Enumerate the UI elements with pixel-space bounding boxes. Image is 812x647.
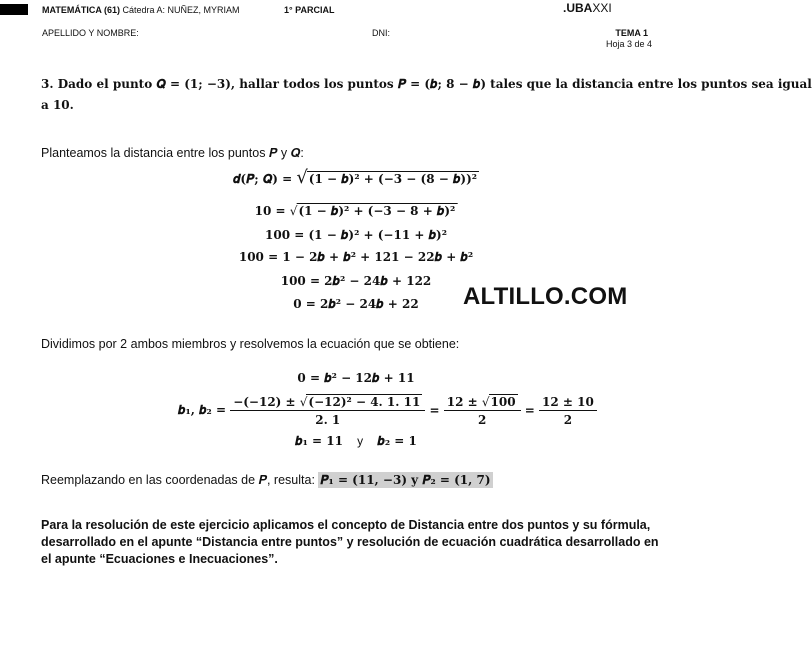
course-name: MATEMÁTICA (61)	[42, 5, 120, 15]
step1-intro: Planteamos la distancia entre los puntos 𝑷 y 𝑸:	[41, 146, 304, 160]
equation-6: 𝟎 = 𝟐𝒃² − 𝟐𝟒𝒃 + 𝟐𝟐	[293, 297, 419, 311]
fraction-3: $\frac{𝟏𝟐 \pm 𝟏𝟎}{𝟐}$	[539, 395, 597, 427]
step2-intro: Dividimos por 2 ambos miembros y resolvemos la ecuación que se obtiene:	[41, 337, 460, 351]
problem-statement-line2: a 𝟏𝟎.	[41, 98, 74, 112]
header-black-bar	[0, 4, 28, 15]
result-highlight: 𝑷₁ = (𝟏𝟏, −𝟑) y 𝑷₂ = (𝟏, 𝟕)	[320, 473, 491, 487]
exam-title: 1° PARCIAL	[284, 5, 335, 15]
tema-label: TEMA 1	[615, 28, 648, 38]
conclusion-paragraph: Para la resolución de este ejercicio aplicamos el concepto de Distancia entre dos puntos y su fórmula, desarrollado en el apunte “Distancia entre puntos” y resolución de ecuación cuadrática desarrollado en el apunte “Ecuaciones e Inecuaciones”.	[41, 518, 659, 566]
equation-5: 𝟏𝟎𝟎 = 𝟐𝒃² − 𝟐𝟒𝒃 + 𝟏𝟐𝟐	[280, 274, 432, 288]
distance-formula: 𝒅(𝑷; 𝑸) = √(𝟏 − 𝒃)² + (−𝟑 − (𝟖 − 𝒃))²	[232, 167, 478, 188]
quadratic-equation: 𝟎 = 𝒃² − 𝟏𝟐𝒃 + 𝟏𝟏	[297, 371, 415, 385]
chair-name: Cátedra A: NUÑEZ, MYRIAM	[122, 5, 240, 15]
equation-3: 𝟏𝟎𝟎 = (𝟏 − 𝒃)² + (−𝟏𝟏 + 𝒃)²	[265, 228, 447, 242]
roots-line: 𝒃₁ = 𝟏𝟏 y 𝒃₂ = 𝟏	[295, 434, 417, 448]
logo-uba: .UBA	[563, 1, 593, 15]
uba-xxi-logo	[563, 1, 612, 15]
name-label: APELLIDO Y NOMBRE:	[42, 28, 139, 38]
logo-xxi: XXI	[592, 1, 612, 15]
course-line	[42, 5, 240, 15]
fraction-1: $\frac{\text{−(−𝟏𝟐) ± √(−𝟏𝟐)² − 𝟒. 𝟏. 𝟏𝟏}}{𝟐. 𝟏}$	[230, 394, 425, 427]
equation-2: 𝟏𝟎 = √(𝟏 − 𝒃)² + (−𝟑 − 𝟖 + 𝒃)²	[254, 204, 456, 218]
fraction-2: $\frac{𝟏𝟐 \pm √𝟏𝟎𝟎}{𝟐}$	[444, 394, 521, 427]
problem-statement-line1: 3. Dado el punto 𝑸 = (𝟏; −𝟑), hallar todos los puntos 𝑷 = (𝒃; 𝟖 − 𝒃) tales que la distancia entre los puntos sea igual	[41, 77, 812, 91]
equation-4: 𝟏𝟎𝟎 = 𝟏 − 𝟐𝒃 + 𝒃² + 𝟏𝟐𝟏 − 𝟐𝟐𝒃 + 𝒃²	[238, 250, 474, 264]
watermark-text: ALTILLO.COM	[463, 283, 628, 310]
dni-label: DNI:	[372, 28, 390, 38]
hoja-label: Hoja 3 de 4	[605, 39, 652, 49]
quadratic-formula: 𝒃₁, 𝒃₂ = $\frac{\text{−(−𝟏𝟐) ± √(−𝟏𝟐)² − 𝟒. 𝟏. 𝟏𝟏}}{𝟐. 𝟏}$ = $\frac{𝟏𝟐 \pm √𝟏𝟎𝟎}{𝟐}$ = $\frac{𝟏𝟐 \pm 𝟏𝟎}{𝟐}$	[178, 394, 597, 427]
result-line: Reemplazando en las coordenadas de 𝑷, resulta: 𝑷₁ = (𝟏𝟏, −𝟑) y 𝑷₂ = (𝟏, 𝟕)	[41, 473, 491, 487]
